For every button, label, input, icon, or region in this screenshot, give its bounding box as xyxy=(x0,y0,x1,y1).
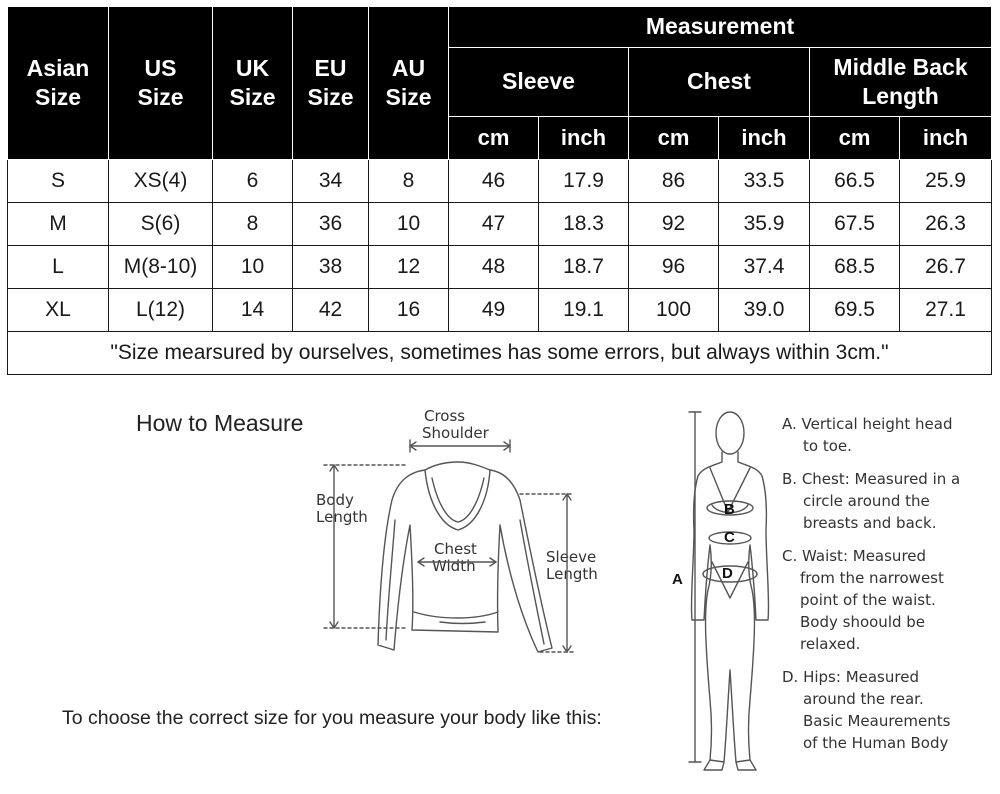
header-chest-inch: inch xyxy=(719,117,810,160)
table-cell: 16 xyxy=(369,289,449,332)
table-cell: M xyxy=(8,203,109,246)
table-cell: 36 xyxy=(293,203,369,246)
table-cell: 48 xyxy=(449,246,539,289)
table-cell: 33.5 xyxy=(719,160,810,203)
header-chest-cm: cm xyxy=(629,117,719,160)
table-cell: 19.1 xyxy=(539,289,629,332)
table-cell: 26.7 xyxy=(900,246,992,289)
header-back-cm: cm xyxy=(810,117,900,160)
table-cell: 25.9 xyxy=(900,160,992,203)
table-cell: L xyxy=(8,246,109,289)
measurement-note: "Size mearsured by ourselves, sometimes has some errors, but always within 3cm." xyxy=(8,332,992,375)
table-cell: 47 xyxy=(449,203,539,246)
table-cell: M(8-10) xyxy=(109,246,213,289)
header-chest: Chest xyxy=(629,48,810,117)
sleeve-length-label: Sleeve Length xyxy=(546,548,598,583)
table-cell: 46 xyxy=(449,160,539,203)
cross-shoulder-label: Cross Shoulder xyxy=(422,407,489,442)
table-cell: 68.5 xyxy=(810,246,900,289)
table-cell: 34 xyxy=(293,160,369,203)
legend-item-b: B. Chest: Measured in a circle around the breasts and back. xyxy=(782,470,961,532)
body-measure-legend xyxy=(782,413,982,765)
legend-item-c: C. Waist: Measured from the narrowest point of the waist. Body shoould be relaxed. xyxy=(782,547,944,653)
body-length-label: Body Length xyxy=(316,491,368,526)
table-cell: 6 xyxy=(213,160,293,203)
body-label-c: C xyxy=(724,529,735,546)
table-cell: 37.4 xyxy=(719,246,810,289)
table-cell: 66.5 xyxy=(810,160,900,203)
table-cell: 14 xyxy=(213,289,293,332)
table-cell: L(12) xyxy=(109,289,213,332)
instruction-text: To choose the correct size for you measure your body like this: xyxy=(62,707,602,729)
table-cell: 96 xyxy=(629,246,719,289)
table-cell: 8 xyxy=(213,203,293,246)
header-measurement: Measurement xyxy=(449,7,992,48)
legend-item-a: A. Vertical height head to toe. xyxy=(782,415,953,455)
how-to-measure-title: How to Measure xyxy=(136,410,304,436)
table-cell: 17.9 xyxy=(539,160,629,203)
header-au-size: AU Size xyxy=(369,7,449,160)
table-cell: 100 xyxy=(629,289,719,332)
table-cell: 92 xyxy=(629,203,719,246)
header-middle-back-length: Middle Back Length xyxy=(810,48,992,117)
body-label-d: D xyxy=(722,565,733,582)
table-cell: S xyxy=(8,160,109,203)
table-cell: 39.0 xyxy=(719,289,810,332)
header-eu-size: EU Size xyxy=(293,7,369,160)
header-sleeve: Sleeve xyxy=(449,48,629,117)
table-cell: 27.1 xyxy=(900,289,992,332)
table-cell: XL xyxy=(8,289,109,332)
table-cell: 26.3 xyxy=(900,203,992,246)
table-cell: S(6) xyxy=(109,203,213,246)
table-cell: 10 xyxy=(213,246,293,289)
table-cell: 38 xyxy=(293,246,369,289)
table-cell: 35.9 xyxy=(719,203,810,246)
body-label-b: B xyxy=(724,501,735,518)
header-asian-size: Asian Size xyxy=(8,7,109,160)
table-cell: 18.7 xyxy=(539,246,629,289)
header-sleeve-inch: inch xyxy=(539,117,629,160)
table-cell: 8 xyxy=(369,160,449,203)
table-cell: 18.3 xyxy=(539,203,629,246)
table-cell: 10 xyxy=(369,203,449,246)
table-cell: XS(4) xyxy=(109,160,213,203)
chest-width-label: Chest Width xyxy=(432,540,477,575)
header-back-inch: inch xyxy=(900,117,992,160)
header-sleeve-cm: cm xyxy=(449,117,539,160)
legend-item-d: D. Hips: Measured around the rear. Basic Meaurements of the Human Body xyxy=(782,668,951,752)
table-cell: 86 xyxy=(629,160,719,203)
header-uk-size: UK Size xyxy=(213,7,293,160)
body-label-a: A xyxy=(672,571,683,588)
table-cell: 49 xyxy=(449,289,539,332)
table-cell: 12 xyxy=(369,246,449,289)
table-cell: 69.5 xyxy=(810,289,900,332)
table-cell: 42 xyxy=(293,289,369,332)
header-us-size: US Size xyxy=(109,7,213,160)
table-cell: 67.5 xyxy=(810,203,900,246)
